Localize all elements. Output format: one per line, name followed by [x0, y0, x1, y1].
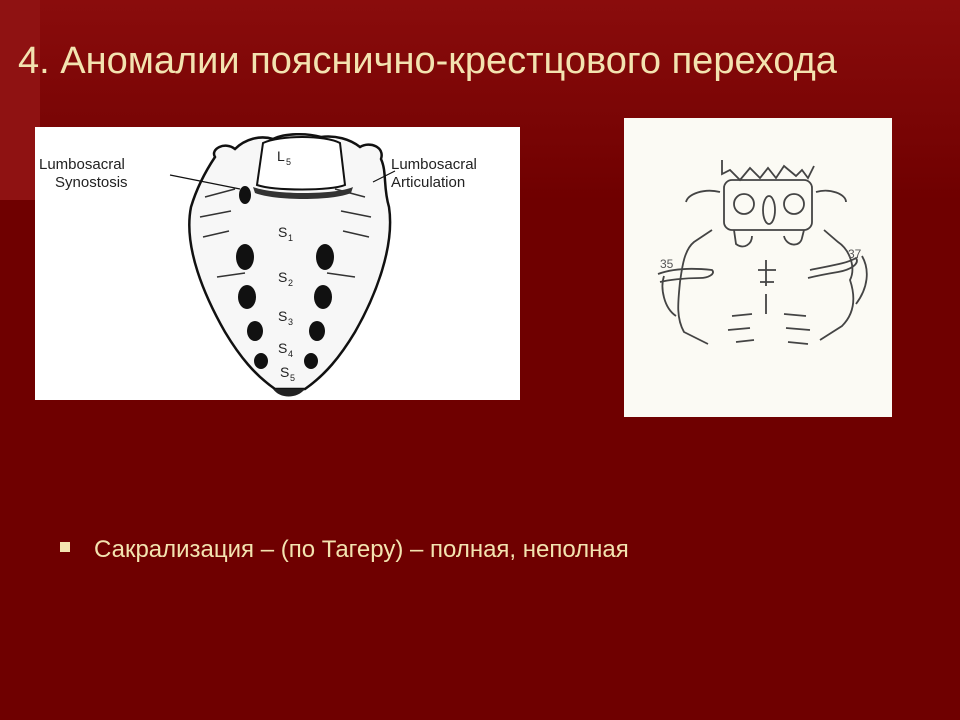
label-lumbosacral-left: Lumbosacral — [39, 156, 125, 173]
tracing-lines — [658, 160, 867, 344]
background-accent — [0, 0, 40, 200]
label-s1: S — [278, 224, 288, 240]
sacrum-drawing — [35, 127, 520, 400]
label-s3-sub: 3 — [288, 317, 294, 327]
label-s2-sub: 2 — [288, 278, 294, 288]
label-l5: L — [277, 148, 285, 164]
tracing-label-left: 35 — [660, 257, 674, 271]
label-s3: S — [278, 308, 288, 324]
sacrum-diagram — [35, 127, 520, 400]
bullet-item — [60, 530, 920, 570]
tracing-label-right: 37 — [848, 247, 862, 261]
l5-vertebra — [257, 137, 345, 190]
xray-tracing — [624, 118, 892, 417]
label-s5-sub: 5 — [290, 373, 296, 383]
label-s5: S — [280, 364, 290, 380]
label-s4: S — [278, 340, 288, 356]
label-synostosis: Synostosis — [55, 174, 128, 191]
label-s4-sub: 4 — [288, 349, 294, 359]
label-l5-sub: 5 — [286, 157, 292, 167]
label-lumbosacral-right: Lumbosacral — [391, 156, 477, 173]
bullet-square-icon — [60, 542, 70, 552]
bullet-text: Сакрализация – (по Тагеру) – полная, неполная — [94, 536, 629, 563]
label-articulation: Articulation — [391, 174, 466, 191]
label-s1-sub: 1 — [288, 233, 294, 243]
slide-title: 4. Аномалии пояснично-крестцового перехода — [18, 40, 837, 82]
label-s2: S — [278, 269, 288, 285]
tracing-drawing — [624, 118, 892, 417]
coccyx — [273, 389, 305, 397]
